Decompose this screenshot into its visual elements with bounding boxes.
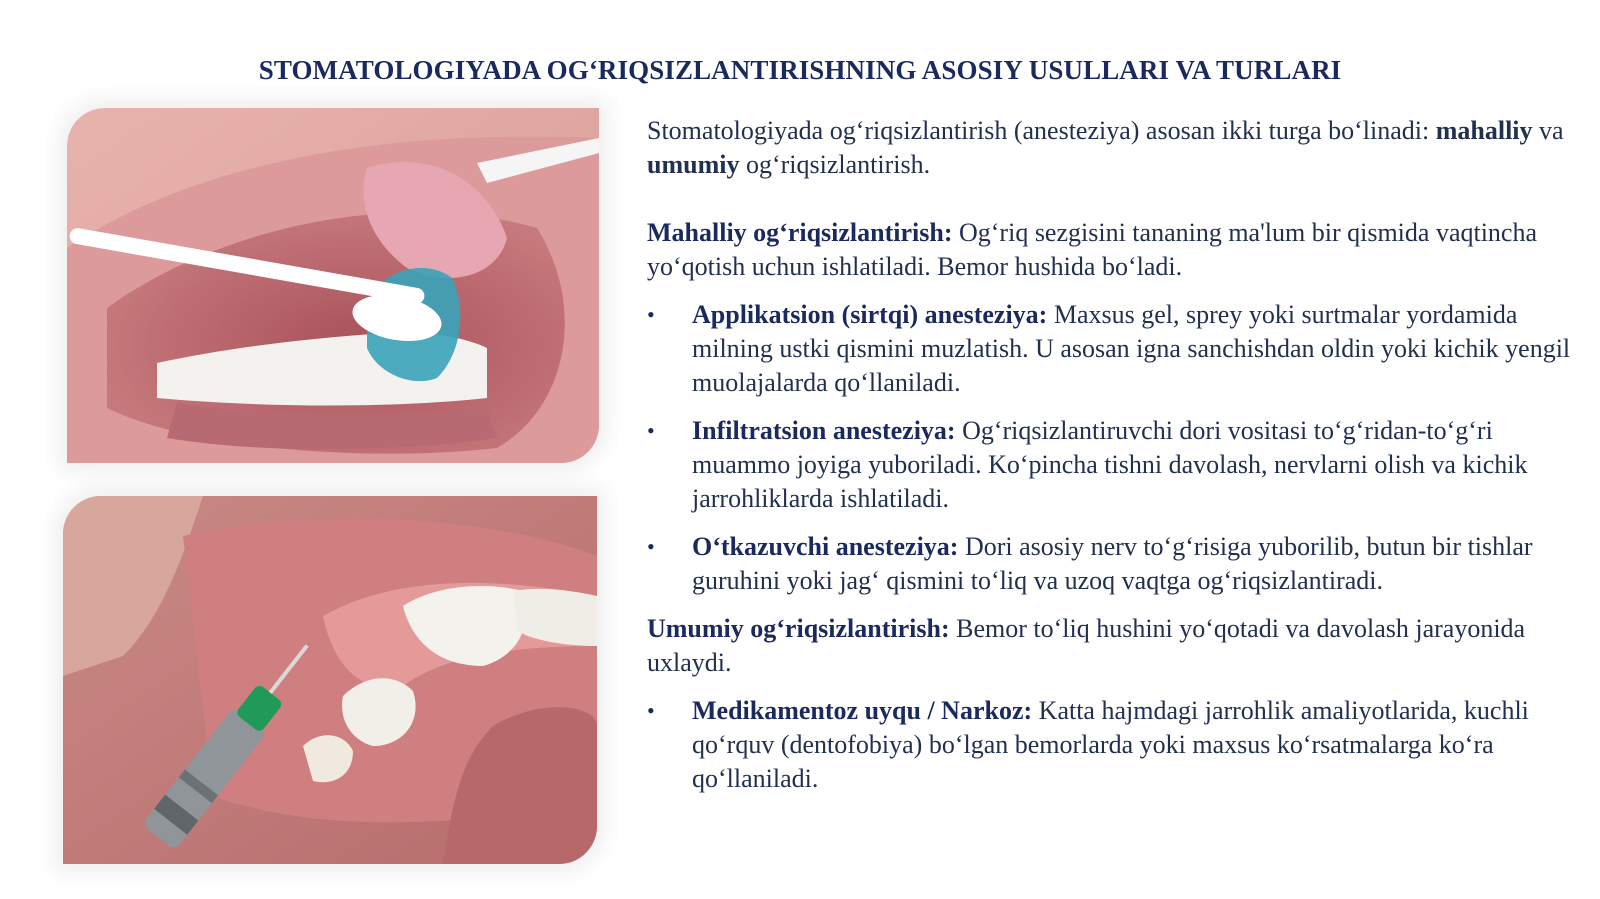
list-item: • Infiltratsion anesteziya: Og‘riqsizlantiruvchi dori vositasi to‘g‘ridan-to‘g‘ri muammo joyiga yuboriladi. Ko‘pincha tishni davolash, nervlarni olish va kichik jarrohliklarda ishlatiladi.: [647, 416, 1528, 513]
slide-title: STOMATOLOGIYADA OG‘RIQSIZLANTIRISHNING ASOSIY USULLARI VA TURLARI: [258, 55, 1342, 85]
term-umumiy: umumiy: [647, 150, 740, 179]
list-item: • O‘tkazuvchi anesteziya: Dori asosiy nerv to‘g‘risiga yuborilib, butun bir tishlar guruhini yoki jag‘ qismini to‘liq va uzoq vaqtga og‘riqsizlantiradi.: [647, 532, 1533, 595]
list-item: • Medikamentoz uyqu / Narkoz: Katta hajmdagi jarrohlik amaliyotlarida, kuchli qo‘rquv (dentofobiya) bo‘lgan bemorlarda yoki maxsus ko‘rsatmalarga ko‘ra qo‘llaniladi.: [647, 696, 1529, 793]
bullet-icon: •: [647, 534, 655, 559]
list-item: • Applikatsion (sirtqi) anesteziya: Maxsus gel, sprey yoki surtmalar yordamida milning ustki qismini muzlatish. U asosan igna sanchishdan oldin yoki kichik yengil muolajalarda qo‘llaniladi.: [647, 300, 1571, 397]
injection-photo: [63, 496, 597, 864]
local-anesthesia-heading: Mahalliy og‘riqsizlantirish: Og‘riq sezgisini tananing ma'lum bir qismida vaqtincha yo‘qotish uchun ishlatiladi. Bemor hushida bo‘ladi.: [647, 218, 1538, 281]
bullet-icon: •: [647, 418, 655, 443]
term-mahalliy: mahalliy: [1435, 116, 1533, 145]
topical-gel-photo: [67, 108, 599, 463]
general-anesthesia-list: [647, 694, 1577, 796]
local-anesthesia-list: [647, 298, 1577, 598]
bullet-icon: •: [647, 302, 655, 327]
slide-content: [647, 114, 1577, 810]
bullet-icon: •: [647, 698, 655, 723]
intro-paragraph: Stomatologiyada og‘riqsizlantirish (anesteziya) asosan ikki turga bo‘linadi: mahalliy va umumiy og‘riqsizlantirish.: [647, 116, 1564, 179]
general-anesthesia-heading: Umumiy og‘riqsizlantirish: Bemor to‘liq hushini yo‘qotadi va davolash jarayonida uxlaydi.: [647, 614, 1526, 677]
